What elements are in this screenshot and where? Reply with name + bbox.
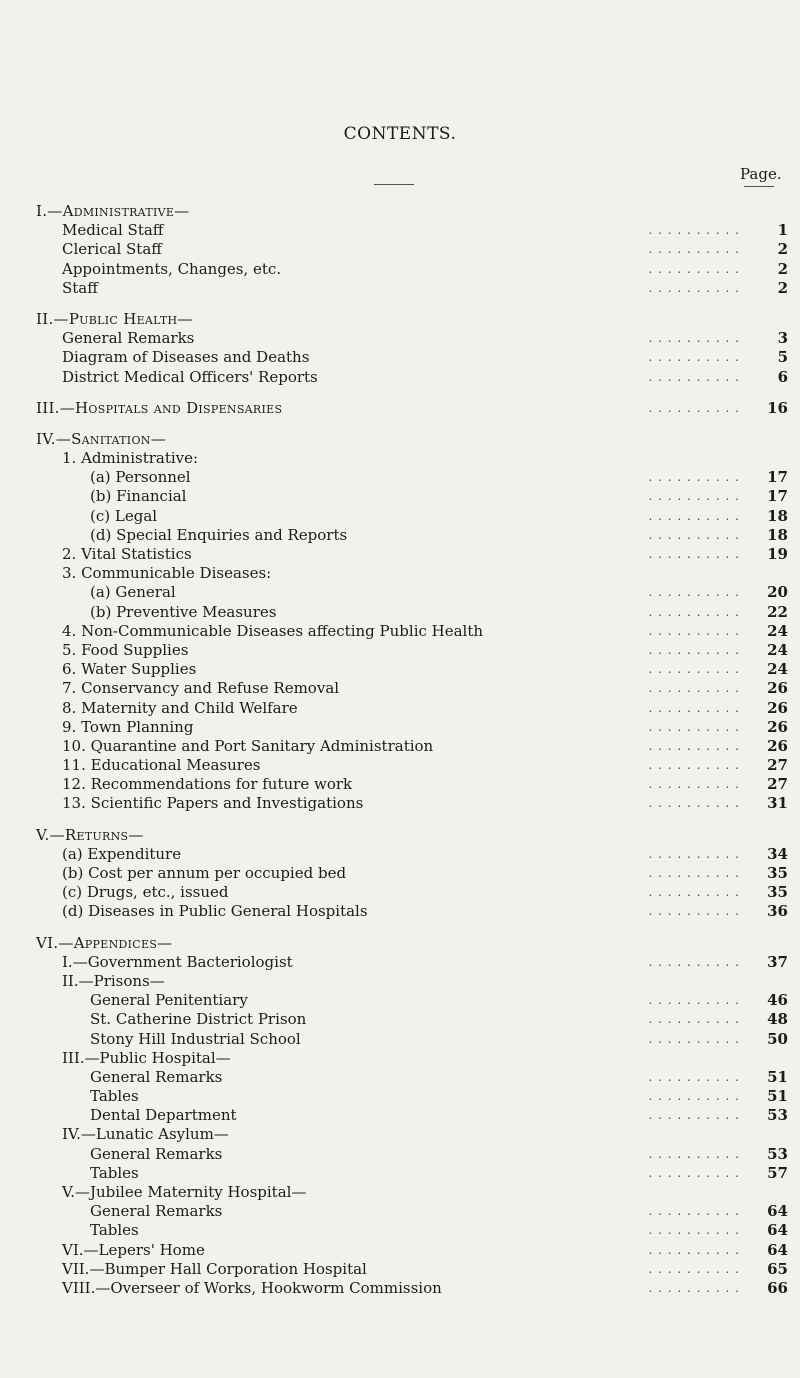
toc-section-heading [0, 934, 800, 953]
toc-entry [0, 641, 800, 660]
toc-label: 10. Quarantine and Port Sanitary Administration [62, 736, 434, 755]
toc-entry [0, 507, 800, 526]
toc-page-number: 20 [767, 583, 788, 602]
toc-entry [0, 756, 800, 775]
toc-label: Clerical Staff [62, 240, 162, 259]
toc-section-heading [0, 826, 800, 845]
toc-label: I.—Administrative— [36, 202, 190, 220]
toc-label: 5. Food Supplies [62, 640, 189, 659]
toc-page-number: 64 [767, 1202, 788, 1221]
leader-dots: . . . . . . . . . . [648, 1261, 740, 1276]
leader-dots: . . . . . . . . . . [648, 777, 740, 792]
leader-dots: . . . . . . . . . . [648, 242, 740, 257]
toc-entry [0, 1279, 800, 1298]
toc-label: III.—Public Hospital— [62, 1048, 231, 1067]
toc-label: Diagram of Diseases and Deaths [62, 348, 310, 367]
toc-label: (a) Expenditure [62, 844, 182, 863]
toc-entry [0, 972, 800, 991]
leader-dots: . . . . . . . . . . [648, 885, 740, 900]
toc-entry [0, 953, 800, 972]
toc-entry [0, 1183, 800, 1202]
toc-label: IV.—Sanitation— [36, 429, 166, 448]
toc-entry [0, 1068, 800, 1087]
toc-page-number: 17 [767, 487, 788, 506]
leader-dots: . . . . . . . . . . [648, 1146, 740, 1161]
leader-dots: . . . . . . . . . . [648, 350, 740, 365]
toc-page-number: 27 [767, 756, 788, 775]
leader-dots: . . . . . . . . . . [648, 993, 740, 1008]
toc-label: VII.—Bumper Hall Corporation Hospital [62, 1259, 367, 1278]
toc-label: General Remarks [90, 1202, 223, 1221]
leader-dots: . . . . . . . . . . [648, 662, 740, 677]
toc-label: IV.—Lunatic Asylum— [62, 1125, 229, 1144]
toc-label: VI.—Lepers' Home [62, 1240, 205, 1259]
toc-entry [0, 279, 800, 298]
toc-entry [0, 883, 800, 902]
toc-section-heading [0, 202, 800, 221]
toc-label: V.—Returns— [36, 825, 144, 844]
toc-label: Staff [62, 278, 98, 297]
toc-entry [0, 699, 800, 718]
toc-label: 4. Non-Communicable Diseases affecting Public Health [62, 621, 484, 640]
leader-dots: . . . . . . . . . . [648, 280, 740, 295]
toc-entry [0, 737, 800, 756]
leader-dots: . . . . . . . . . . [648, 369, 740, 384]
toc-label: 3. Communicable Diseases: [62, 564, 272, 583]
toc-page-number: 53 [767, 1106, 788, 1125]
toc-page-number: 19 [767, 545, 788, 563]
leader-dots: . . . . . . . . . . [648, 758, 740, 773]
toc-entry [0, 240, 800, 259]
toc-entry [0, 1106, 800, 1125]
toc-entry [0, 487, 800, 506]
toc-label: Tables [90, 1221, 139, 1240]
toc-entry [0, 1145, 800, 1164]
toc-label: District Medical Officers' Reports [62, 367, 318, 386]
toc-label: General Penitentiary [90, 991, 248, 1010]
toc-entry [0, 348, 800, 367]
leader-dots: . . . . . . . . . . [648, 223, 740, 238]
toc-entry [0, 1049, 800, 1068]
toc-page-number: 35 [767, 883, 788, 902]
toc-entry [0, 564, 800, 583]
toc-entry [0, 864, 800, 883]
toc-page-number: 17 [767, 468, 788, 487]
toc-entry [0, 902, 800, 921]
toc-label: 7. Conservancy and Refuse Removal [62, 679, 340, 698]
toc-page-number: 64 [767, 1221, 788, 1240]
toc-label: II.—Prisons— [62, 971, 165, 990]
toc-label: 9. Town Planning [62, 717, 194, 736]
toc-page-number: 57 [767, 1163, 788, 1182]
toc-page-number: 5 [777, 348, 788, 367]
toc-label: 1. Administrative: [62, 449, 199, 468]
toc-label: (b) Financial [90, 487, 187, 506]
leader-dots: . . . . . . . . . . [648, 904, 740, 919]
toc-entry [0, 583, 800, 602]
toc-label: General Remarks [62, 329, 195, 348]
center-rule [374, 184, 414, 185]
toc-page-number: 53 [767, 1144, 788, 1163]
toc-page-number: 64 [767, 1240, 788, 1259]
toc-label: 12. Recommendations for future work [62, 775, 353, 794]
toc-page-number: 37 [767, 952, 788, 971]
leader-dots: . . . . . . . . . . [648, 738, 740, 753]
toc-page-number: 1 [777, 221, 788, 240]
page-column-rule [744, 186, 774, 187]
toc-label: III.—Hospitals and Dispensaries [36, 398, 283, 417]
toc-page-number: 46 [767, 991, 788, 1010]
toc-section-heading [0, 430, 800, 449]
toc-entry [0, 468, 800, 487]
leader-dots: . . . . . . . . . . [648, 400, 740, 415]
toc-page-number: 26 [767, 679, 788, 698]
toc-page-number: 24 [767, 660, 788, 679]
toc-page-number: 24 [767, 621, 788, 640]
toc-page-number: 16 [767, 398, 788, 417]
toc-page-number: 22 [767, 602, 788, 621]
toc-entry [0, 545, 800, 564]
toc-label: (b) Cost per annum per occupied bed [62, 864, 347, 882]
toc-label: (d) Special Enquiries and Reports [90, 525, 348, 544]
leader-dots: . . . . . . . . . . [648, 866, 740, 880]
toc-page-number: 26 [767, 717, 788, 736]
toc-label: Tables [90, 1087, 139, 1106]
toc-entry [0, 845, 800, 864]
toc-page-number: 26 [767, 736, 788, 755]
toc-page-number: 3 [777, 329, 788, 348]
leader-dots: . . . . . . . . . . [648, 527, 740, 542]
leader-dots: . . . . . . . . . . [648, 1012, 740, 1027]
section-gap [0, 387, 800, 399]
leader-dots: . . . . . . . . . . [648, 1242, 740, 1257]
toc-entry [0, 1125, 800, 1144]
page-column-header: Page. [740, 165, 782, 183]
toc-entry [0, 449, 800, 468]
leader-dots: . . . . . . . . . . [648, 700, 740, 715]
toc-entry [0, 1164, 800, 1183]
toc-label: VI.—Appendices— [36, 933, 173, 952]
leader-dots: . . . . . . . . . . [648, 846, 740, 861]
toc-page-number: 50 [767, 1029, 788, 1048]
leader-dots: . . . . . . . . . . [648, 261, 740, 276]
toc-page-number: 51 [767, 1067, 788, 1086]
toc-section-heading [0, 310, 800, 329]
toc-entry [0, 221, 800, 240]
toc-label: Dental Department [90, 1106, 237, 1125]
section-gap [0, 814, 800, 826]
toc-page-number: 6 [777, 367, 788, 386]
toc-label: I.—Government Bacteriologist [62, 952, 293, 971]
toc-label: Medical Staff [62, 221, 164, 240]
toc-page-number: 26 [767, 698, 788, 717]
toc-entry [0, 718, 800, 737]
toc-page-number: 34 [767, 844, 788, 863]
leader-dots: . . . . . . . . . . [648, 1165, 740, 1180]
toc-page-number: 31 [767, 794, 788, 813]
toc-entry [0, 1030, 800, 1049]
toc-entry [0, 526, 800, 545]
toc-entry [0, 1202, 800, 1221]
toc-page-number: 2 [777, 278, 788, 297]
toc-entry [0, 794, 800, 813]
toc-page-number: 2 [777, 240, 788, 259]
toc-label: VIII.—Overseer of Works, Hookworm Commission [62, 1278, 442, 1297]
toc-label: Stony Hill Industrial School [90, 1029, 301, 1048]
toc-label: General Remarks [90, 1067, 223, 1086]
leader-dots: . . . . . . . . . . [648, 623, 740, 638]
leader-dots: . . . . . . . . . . [648, 585, 740, 600]
toc-page-number: 35 [767, 864, 788, 882]
toc-entry [0, 1010, 800, 1029]
toc-page-number: 27 [767, 775, 788, 794]
toc-label: (b) Preventive Measures [90, 602, 277, 621]
leader-dots: . . . . . . . . . . [648, 331, 740, 346]
toc-page-number: 36 [767, 902, 788, 921]
leader-dots: . . . . . . . . . . [648, 508, 740, 523]
toc-label: Appointments, Changes, etc. [62, 259, 282, 278]
toc-page-number: 65 [767, 1259, 788, 1278]
section-gap [0, 298, 800, 310]
leader-dots: . . . . . . . . . . [648, 547, 740, 561]
toc-label: II.—Public Health— [36, 309, 193, 328]
toc-section-heading [0, 399, 800, 418]
leader-dots: . . . . . . . . . . [648, 796, 740, 811]
toc-page-number: 66 [767, 1278, 788, 1297]
leader-dots: . . . . . . . . . . [648, 1031, 740, 1046]
leader-dots: . . . . . . . . . . [648, 954, 740, 969]
leader-dots: . . . . . . . . . . [648, 681, 740, 696]
toc-page-number: 48 [767, 1010, 788, 1029]
toc-label: 13. Scientific Papers and Investigations [62, 794, 364, 813]
toc-entry [0, 775, 800, 794]
leader-dots: . . . . . . . . . . [648, 1108, 740, 1123]
section-gap [0, 418, 800, 430]
toc-entry [0, 991, 800, 1010]
toc-label: General Remarks [90, 1144, 223, 1163]
toc-label: 8. Maternity and Child Welfare [62, 698, 298, 717]
toc-entry [0, 329, 800, 348]
toc-entry [0, 622, 800, 641]
toc-label: Tables [90, 1163, 139, 1182]
toc-label: 6. Water Supplies [62, 660, 197, 679]
toc-entry [0, 1221, 800, 1240]
toc-label: 2. Vital Statistics [62, 545, 192, 563]
toc-label: (c) Legal [90, 506, 158, 525]
toc-page-number: 18 [767, 506, 788, 525]
table-of-contents [0, 202, 800, 1298]
leader-dots: . . . . . . . . . . [648, 1223, 740, 1238]
toc-entry [0, 260, 800, 279]
toc-label: V.—Jubilee Maternity Hospital— [62, 1183, 307, 1201]
leader-dots: . . . . . . . . . . [648, 604, 740, 619]
page-title: CONTENTS. [343, 124, 457, 144]
leader-dots: . . . . . . . . . . [648, 1204, 740, 1219]
toc-page-number: 2 [777, 259, 788, 278]
toc-entry [0, 679, 800, 698]
toc-entry [0, 368, 800, 387]
section-gap [0, 922, 800, 934]
leader-dots: . . . . . . . . . . [648, 1069, 740, 1084]
toc-entry [0, 603, 800, 622]
toc-entry [0, 1087, 800, 1106]
toc-label: 11. Educational Measures [62, 756, 261, 775]
toc-entry [0, 1260, 800, 1279]
toc-label: (d) Diseases in Public General Hospitals [62, 902, 368, 921]
toc-label: St. Catherine District Prison [90, 1010, 307, 1029]
toc-entry [0, 660, 800, 679]
toc-label: (a) General [90, 583, 176, 602]
toc-page-number: 51 [767, 1087, 788, 1106]
toc-entry [0, 1241, 800, 1260]
leader-dots: . . . . . . . . . . [648, 642, 740, 657]
toc-page-number: 24 [767, 640, 788, 659]
leader-dots: . . . . . . . . . . [648, 489, 740, 504]
leader-dots: . . . . . . . . . . [648, 1089, 740, 1104]
toc-label: (c) Drugs, etc., issued [62, 883, 229, 902]
leader-dots: . . . . . . . . . . [648, 1280, 740, 1295]
leader-dots: . . . . . . . . . . [648, 719, 740, 734]
toc-label: (a) Personnel [90, 468, 191, 487]
toc-page-number: 18 [767, 525, 788, 544]
leader-dots: . . . . . . . . . . [648, 470, 740, 485]
